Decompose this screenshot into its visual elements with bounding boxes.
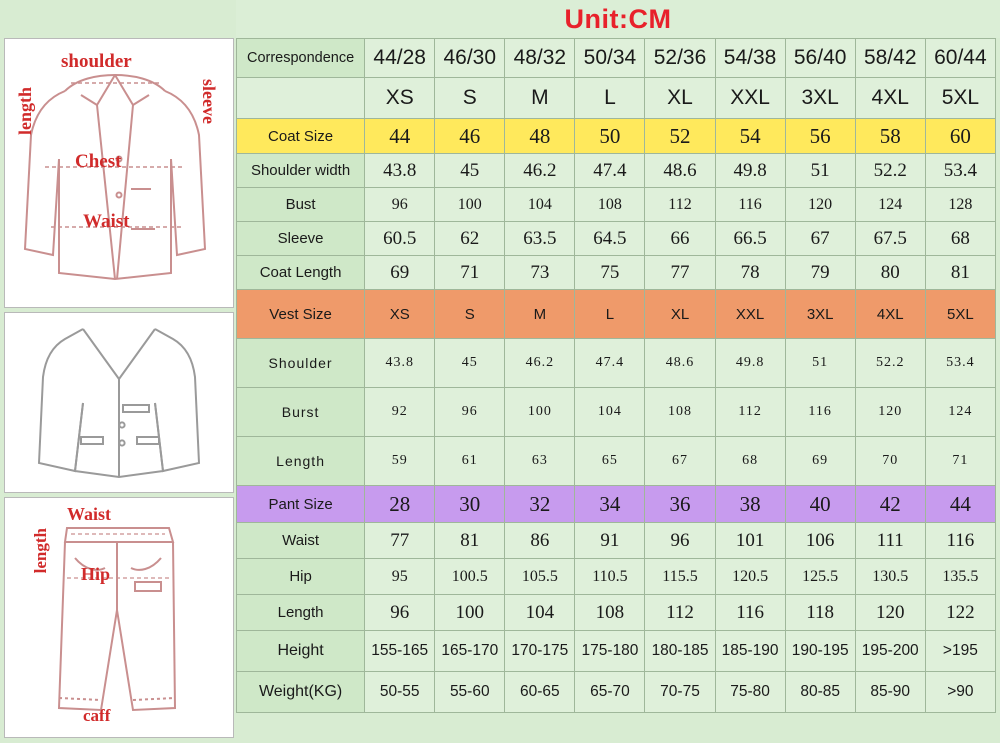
cell-burst-7-7: 116	[785, 388, 855, 437]
cell-shoulder-6-8: 52.2	[855, 339, 925, 388]
cell-coat-size-0-5: 52	[645, 119, 715, 154]
cell-shoulder-width-1-5: 48.6	[645, 154, 715, 188]
cell-height-13-3: 170-175	[505, 631, 575, 672]
cell-height-13-5: 180-185	[645, 631, 715, 672]
cell-burst-7-8: 120	[855, 388, 925, 437]
letter-cell-1: XS	[365, 78, 435, 119]
cell-hip-11-7: 125.5	[785, 559, 855, 595]
cell-coat-size-0-7: 56	[785, 119, 855, 154]
cell-hip-11-8: 130.5	[855, 559, 925, 595]
cell-coat-size-0-9: 60	[925, 119, 995, 154]
cell-vest-size-5-9: 5XL	[925, 290, 995, 339]
cell-weight-kg-14-9: >90	[925, 672, 995, 713]
vest-diagram	[4, 312, 234, 493]
cell-pant-size-9-5: 36	[645, 486, 715, 523]
cell-shoulder-6-5: 48.6	[645, 339, 715, 388]
cell-bust-2-9: 128	[925, 188, 995, 222]
cell-burst-7-5: 108	[645, 388, 715, 437]
rowlabel-pant-size-9: Pant Size	[237, 486, 365, 523]
cell-coat-length-4-9: 81	[925, 256, 995, 290]
cell-length-8-2: 61	[435, 437, 505, 486]
cell-length-12-8: 120	[855, 595, 925, 631]
cell-burst-7-6: 112	[715, 388, 785, 437]
cell-coat-size-0-3: 48	[505, 119, 575, 154]
table-row	[237, 631, 996, 672]
cell-length-8-3: 63	[505, 437, 575, 486]
cell-bust-2-4: 108	[575, 188, 645, 222]
cell-weight-kg-14-8: 85-90	[855, 672, 925, 713]
cell-coat-length-4-8: 80	[855, 256, 925, 290]
cell-bust-2-7: 120	[785, 188, 855, 222]
letter-cell-9: 5XL	[925, 78, 995, 119]
table-row	[237, 486, 996, 523]
cell-coat-size-0-1: 44	[365, 119, 435, 154]
cell-waist-10-6: 101	[715, 523, 785, 559]
cell-length-12-2: 100	[435, 595, 505, 631]
cell-weight-kg-14-1: 50-55	[365, 672, 435, 713]
cell-bust-2-5: 112	[645, 188, 715, 222]
cell-weight-kg-14-5: 70-75	[645, 672, 715, 713]
size-table	[236, 38, 996, 713]
rowlabel-bust-2: Bust	[237, 188, 365, 222]
cell-sleeve-3-5: 66	[645, 222, 715, 256]
cell-vest-size-5-3: M	[505, 290, 575, 339]
cell-height-13-9: >195	[925, 631, 995, 672]
cell-pant-size-9-8: 42	[855, 486, 925, 523]
cell-waist-10-9: 116	[925, 523, 995, 559]
cell-coat-size-0-4: 50	[575, 119, 645, 154]
coat-sleeve-label: sleeve	[199, 79, 219, 124]
letter-cell-2: S	[435, 78, 505, 119]
cell-coat-length-4-6: 78	[715, 256, 785, 290]
table-row	[237, 595, 996, 631]
table-row	[237, 523, 996, 559]
cell-sleeve-3-7: 67	[785, 222, 855, 256]
letters-label	[237, 78, 365, 119]
rowlabel-shoulder-width-1: Shoulder width	[237, 154, 365, 188]
cell-length-8-8: 70	[855, 437, 925, 486]
letter-cell-8: 4XL	[855, 78, 925, 119]
cell-height-13-1: 155-165	[365, 631, 435, 672]
table-row	[237, 256, 996, 290]
cell-shoulder-6-9: 53.4	[925, 339, 995, 388]
cell-hip-11-9: 135.5	[925, 559, 995, 595]
cell-length-8-9: 71	[925, 437, 995, 486]
cell-pant-size-9-7: 40	[785, 486, 855, 523]
cell-sleeve-3-9: 68	[925, 222, 995, 256]
cell-shoulder-width-1-3: 46.2	[505, 154, 575, 188]
cell-height-13-2: 165-170	[435, 631, 505, 672]
rowlabel-height-13: Height	[237, 631, 365, 672]
pant-length-label: length	[31, 528, 50, 574]
cell-pant-size-9-2: 30	[435, 486, 505, 523]
cell-length-8-7: 69	[785, 437, 855, 486]
cell-weight-kg-14-2: 55-60	[435, 672, 505, 713]
cell-height-13-4: 175-180	[575, 631, 645, 672]
rowlabel-coat-size-0: Coat Size	[237, 119, 365, 154]
page-title: Unit:CM	[564, 3, 672, 34]
correspondence-cell-3: 48/32	[505, 39, 575, 78]
cell-burst-7-2: 96	[435, 388, 505, 437]
rowlabel-waist-10: Waist	[237, 523, 365, 559]
cell-coat-length-4-2: 71	[435, 256, 505, 290]
cell-vest-size-5-6: XXL	[715, 290, 785, 339]
cell-pant-size-9-1: 28	[365, 486, 435, 523]
cell-burst-7-3: 100	[505, 388, 575, 437]
cell-pant-size-9-4: 34	[575, 486, 645, 523]
cell-hip-11-6: 120.5	[715, 559, 785, 595]
table-row	[237, 559, 996, 595]
cell-length-12-9: 122	[925, 595, 995, 631]
table-row	[237, 154, 996, 188]
cell-hip-11-5: 115.5	[645, 559, 715, 595]
cell-sleeve-3-4: 64.5	[575, 222, 645, 256]
correspondence-cell-5: 52/36	[645, 39, 715, 78]
cell-bust-2-1: 96	[365, 188, 435, 222]
table-row	[237, 672, 996, 713]
cell-length-12-4: 108	[575, 595, 645, 631]
cell-weight-kg-14-6: 75-80	[715, 672, 785, 713]
cell-bust-2-6: 116	[715, 188, 785, 222]
cell-sleeve-3-3: 63.5	[505, 222, 575, 256]
cell-coat-size-0-8: 58	[855, 119, 925, 154]
rowlabel-length-12: Length	[237, 595, 365, 631]
coat-length-label: length	[15, 87, 35, 136]
cell-shoulder-width-1-1: 43.8	[365, 154, 435, 188]
cell-length-12-5: 112	[645, 595, 715, 631]
cell-shoulder-width-1-2: 45	[435, 154, 505, 188]
cell-shoulder-width-1-4: 47.4	[575, 154, 645, 188]
cell-waist-10-1: 77	[365, 523, 435, 559]
cell-height-13-6: 185-190	[715, 631, 785, 672]
pant-caff-label: caff	[83, 706, 111, 726]
cell-shoulder-6-3: 46.2	[505, 339, 575, 388]
coat-diagram	[4, 38, 234, 308]
cell-vest-size-5-2: S	[435, 290, 505, 339]
cell-coat-size-0-2: 46	[435, 119, 505, 154]
cell-bust-2-3: 104	[505, 188, 575, 222]
table-row	[237, 339, 996, 388]
cell-length-12-7: 118	[785, 595, 855, 631]
correspondence-cell-8: 58/42	[855, 39, 925, 78]
chart-title	[236, 0, 1000, 38]
rowlabel-shoulder-6: Shoulder	[237, 339, 365, 388]
cell-pant-size-9-3: 32	[505, 486, 575, 523]
cell-weight-kg-14-7: 80-85	[785, 672, 855, 713]
cell-weight-kg-14-4: 65-70	[575, 672, 645, 713]
table-row	[237, 290, 996, 339]
cell-burst-7-9: 124	[925, 388, 995, 437]
cell-waist-10-3: 86	[505, 523, 575, 559]
cell-hip-11-1: 95	[365, 559, 435, 595]
vest-drawing	[5, 313, 233, 491]
cell-burst-7-1: 92	[365, 388, 435, 437]
cell-vest-size-5-8: 4XL	[855, 290, 925, 339]
table-row	[237, 188, 996, 222]
cell-waist-10-8: 111	[855, 523, 925, 559]
cell-bust-2-8: 124	[855, 188, 925, 222]
rowlabel-burst-7: Burst	[237, 388, 365, 437]
cell-height-13-7: 190-195	[785, 631, 855, 672]
cell-hip-11-4: 110.5	[575, 559, 645, 595]
cell-length-12-3: 104	[505, 595, 575, 631]
cell-burst-7-4: 104	[575, 388, 645, 437]
cell-hip-11-3: 105.5	[505, 559, 575, 595]
letter-cell-5: XL	[645, 78, 715, 119]
pant-waist-label: Waist	[67, 504, 112, 525]
cell-shoulder-width-1-8: 52.2	[855, 154, 925, 188]
correspondence-label: Correspondence	[237, 39, 365, 78]
cell-sleeve-3-8: 67.5	[855, 222, 925, 256]
rowlabel-hip-11: Hip	[237, 559, 365, 595]
cell-coat-length-4-4: 75	[575, 256, 645, 290]
illustration-column	[4, 38, 234, 738]
cell-shoulder-6-4: 47.4	[575, 339, 645, 388]
cell-waist-10-2: 81	[435, 523, 505, 559]
rowlabel-vest-size-5: Vest Size	[237, 290, 365, 339]
table-row	[237, 39, 996, 78]
cell-shoulder-6-1: 43.8	[365, 339, 435, 388]
cell-vest-size-5-1: XS	[365, 290, 435, 339]
cell-shoulder-6-7: 51	[785, 339, 855, 388]
letter-cell-6: XXL	[715, 78, 785, 119]
cell-pant-size-9-6: 38	[715, 486, 785, 523]
cell-shoulder-width-1-7: 51	[785, 154, 855, 188]
cell-coat-length-4-3: 73	[505, 256, 575, 290]
correspondence-cell-7: 56/40	[785, 39, 855, 78]
table-row	[237, 437, 996, 486]
cell-bust-2-2: 100	[435, 188, 505, 222]
cell-length-8-4: 65	[575, 437, 645, 486]
cell-height-13-8: 195-200	[855, 631, 925, 672]
table-row	[237, 222, 996, 256]
coat-waist-label: Waist	[83, 211, 130, 232]
cell-sleeve-3-1: 60.5	[365, 222, 435, 256]
cell-sleeve-3-2: 62	[435, 222, 505, 256]
cell-length-8-5: 67	[645, 437, 715, 486]
cell-length-12-1: 96	[365, 595, 435, 631]
correspondence-cell-4: 50/34	[575, 39, 645, 78]
cell-pant-size-9-9: 44	[925, 486, 995, 523]
cell-shoulder-6-2: 45	[435, 339, 505, 388]
cell-waist-10-7: 106	[785, 523, 855, 559]
cell-length-8-1: 59	[365, 437, 435, 486]
cell-sleeve-3-6: 66.5	[715, 222, 785, 256]
cell-shoulder-width-1-9: 53.4	[925, 154, 995, 188]
letter-cell-4: L	[575, 78, 645, 119]
table-row	[237, 388, 996, 437]
table-row	[237, 119, 996, 154]
letter-cell-3: M	[505, 78, 575, 119]
correspondence-cell-6: 54/38	[715, 39, 785, 78]
coat-chest-label: Chest	[75, 151, 122, 172]
cell-weight-kg-14-3: 60-65	[505, 672, 575, 713]
correspondence-cell-9: 60/44	[925, 39, 995, 78]
cell-coat-length-4-7: 79	[785, 256, 855, 290]
cell-vest-size-5-5: XL	[645, 290, 715, 339]
cell-hip-11-2: 100.5	[435, 559, 505, 595]
rowlabel-sleeve-3: Sleeve	[237, 222, 365, 256]
pant-hip-label: Hip	[81, 564, 111, 585]
rowlabel-coat-length-4: Coat Length	[237, 256, 365, 290]
letter-cell-7: 3XL	[785, 78, 855, 119]
cell-length-12-6: 116	[715, 595, 785, 631]
rowlabel-length-8: Length	[237, 437, 365, 486]
cell-shoulder-6-6: 49.8	[715, 339, 785, 388]
cell-vest-size-5-7: 3XL	[785, 290, 855, 339]
cell-shoulder-width-1-6: 49.8	[715, 154, 785, 188]
pant-diagram	[4, 497, 234, 738]
cell-vest-size-5-4: L	[575, 290, 645, 339]
coat-shoulder-label: shoulder	[61, 51, 132, 72]
cell-coat-length-4-5: 77	[645, 256, 715, 290]
cell-coat-length-4-1: 69	[365, 256, 435, 290]
cell-waist-10-5: 96	[645, 523, 715, 559]
rowlabel-weight-kg-14: Weight(KG)	[237, 672, 365, 713]
correspondence-cell-2: 46/30	[435, 39, 505, 78]
correspondence-cell-1: 44/28	[365, 39, 435, 78]
cell-length-8-6: 68	[715, 437, 785, 486]
table-row	[237, 78, 996, 119]
cell-coat-size-0-6: 54	[715, 119, 785, 154]
cell-waist-10-4: 91	[575, 523, 645, 559]
